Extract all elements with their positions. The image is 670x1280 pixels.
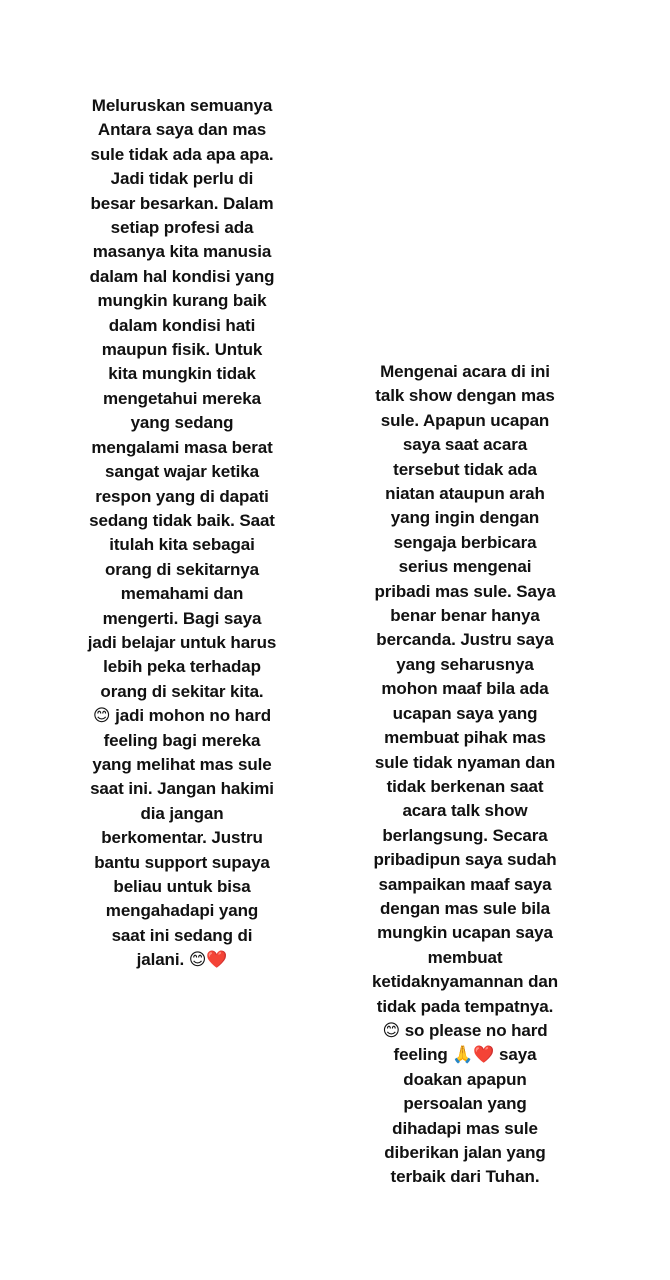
statement-left-line: itulah kita sebagai — [109, 535, 255, 555]
statement-text-left — [80, 94, 284, 973]
statement-right-line: ketidaknyamannan dan — [371, 972, 558, 992]
statement-left-line: Jadi tidak perlu di — [110, 169, 254, 189]
statement-left-line: Meluruskan semuanya — [91, 96, 273, 115]
statement-left-line: mengahadapi yang — [105, 901, 259, 921]
statement-text-right — [360, 360, 570, 1190]
statement-right-line: doakan apapun — [403, 1069, 527, 1089]
statement-right-line: dengan mas sule bila — [380, 898, 550, 918]
statement-right-line: pribadi mas sule. Saya — [374, 581, 556, 601]
statement-right-line: sengaja berbicara — [393, 532, 537, 552]
statement-right-line: sampaikan maaf saya — [378, 874, 552, 894]
statement-left-line: besar besarkan. Dalam — [90, 193, 274, 213]
statement-left-line: dia jangan — [140, 803, 224, 823]
statement-left-line: berkomentar. Justru — [101, 828, 263, 848]
statement-left-line: setiap profesi ada — [110, 218, 254, 238]
statement-right-line: 😊 so please no hard — [382, 1020, 548, 1040]
statement-left-line: yang melihat mas sule — [92, 754, 272, 774]
statement-left-line: sedang tidak baik. Saat — [89, 510, 275, 530]
statement-left-line: orang di sekitarnya — [105, 559, 259, 579]
statement-left-line: saat ini sedang di — [111, 925, 253, 945]
statement-right-line: sule tidak nyaman dan — [374, 752, 556, 772]
statement-left-line: sangat wajar ketika — [104, 462, 259, 482]
statement-right-line: serius mengenai — [398, 557, 532, 577]
statement-left-line: feeling bagi mereka — [103, 730, 261, 750]
statement-left-line: mengerti. Bagi saya — [102, 608, 262, 628]
statement-right-line: persoalan yang — [403, 1094, 527, 1114]
statement-left-line: beliau untuk bisa — [113, 877, 251, 896]
statement-left-line: masanya kita manusia — [92, 242, 272, 262]
statement-right-line: mohon maaf bila ada — [381, 679, 549, 699]
statement-right-line: bercanda. Justru saya — [376, 630, 554, 650]
statement-right-line: Mengenai acara di ini — [380, 362, 550, 381]
statement-left-line: dalam kondisi hati — [108, 315, 256, 335]
statement-left-line: saat ini. Jangan hakimi — [90, 779, 274, 799]
statement-right-line: pribadipun saya sudah — [373, 850, 557, 870]
statement-right-line: membuat — [427, 947, 503, 967]
statement-right-line: tersebut tidak ada — [393, 459, 537, 479]
statement-right-line: talk show dengan mas — [375, 386, 555, 406]
statement-left-line: Antara saya dan mas — [97, 120, 267, 140]
statement-right-line: ucapan saya yang — [392, 703, 538, 723]
statement-left-line: yang sedang — [130, 413, 234, 433]
statement-left-line: respon yang di dapati — [95, 486, 269, 506]
statement-right-line: dihadapi mas sule — [392, 1118, 538, 1138]
statement-left-line: dalam hal kondisi yang — [89, 266, 275, 286]
statement-left-line: jalani. 😊❤️ — [136, 950, 228, 970]
statement-left-line: mengalami masa berat — [91, 437, 273, 457]
statement-right-line: terbaik dari Tuhan. — [390, 1167, 540, 1187]
statement-right-line: acara talk show — [402, 801, 528, 821]
statement-right-line: berlangsung. Secara — [382, 825, 548, 845]
statement-left-line: maupun fisik. Untuk — [101, 340, 263, 360]
statement-left-line: mungkin kurang baik — [97, 291, 267, 311]
statement-right-line: yang seharusnya — [396, 654, 534, 674]
statement-right-line: yang ingin dengan — [390, 508, 540, 528]
statement-left-line: kita mungkin tidak — [108, 364, 256, 384]
statement-right-line: tidak berkenan saat — [386, 776, 544, 796]
statement-left-line: sule tidak ada apa apa. — [90, 144, 274, 164]
statement-left-line: memahami dan — [120, 584, 244, 604]
statement-left-line: mengetahui mereka — [103, 388, 261, 408]
statement-left-line: jadi belajar untuk harus — [87, 632, 277, 652]
statement-right-line: mungkin ucapan saya — [377, 923, 553, 943]
statement-left-line: orang di sekitar kita. — [100, 681, 264, 701]
statement-right-line: sule. Apapun ucapan — [380, 410, 550, 430]
statement-right-line: saya saat acara — [402, 435, 528, 455]
statement-left-line: bantu support supaya — [94, 852, 270, 872]
statement-right-line: feeling 🙏❤️ saya — [393, 1045, 537, 1065]
statement-right-line: benar benar hanya — [390, 606, 540, 626]
statement-right-line: niatan ataupun arah — [385, 484, 545, 504]
statement-right-line: membuat pihak mas — [384, 728, 546, 748]
statement-right-line: diberikan jalan yang — [384, 1143, 546, 1162]
statement-left-line: 😊 jadi mohon no hard — [92, 706, 272, 726]
statement-right-line: tidak pada tempatnya. — [376, 996, 554, 1016]
statement-left-line: lebih peka terhadap — [103, 657, 261, 677]
